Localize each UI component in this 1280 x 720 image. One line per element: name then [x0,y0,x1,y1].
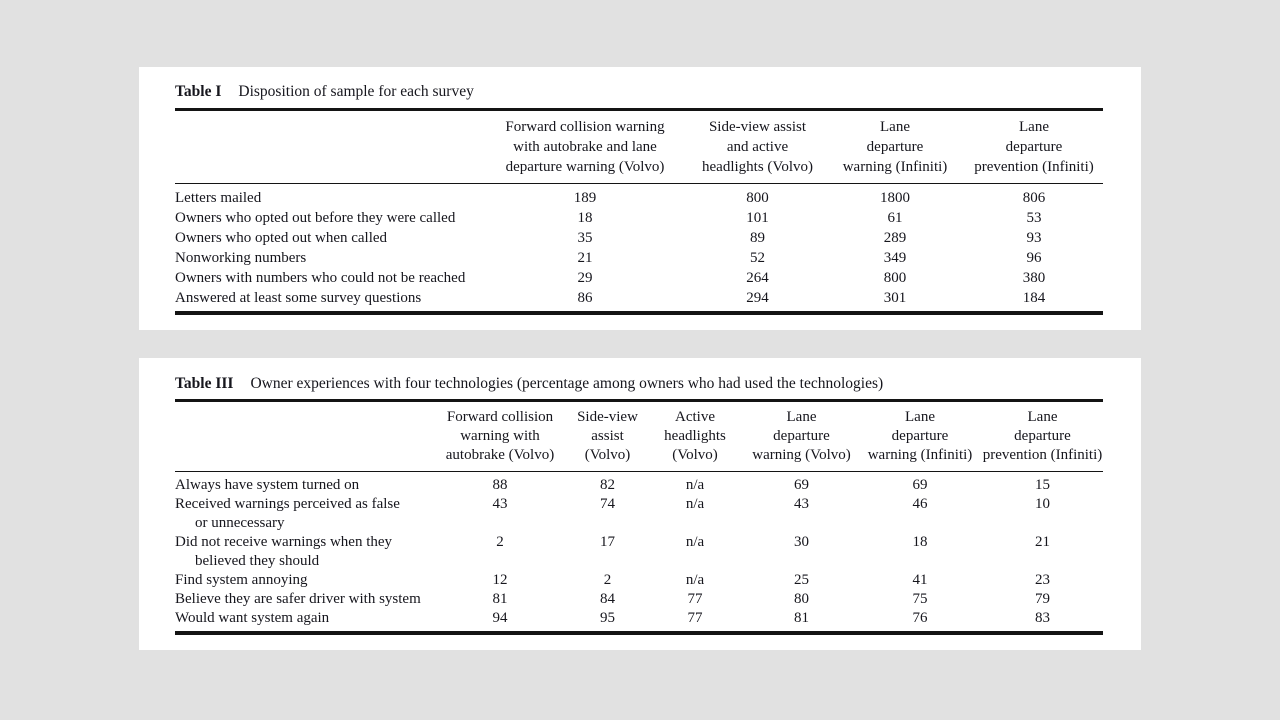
table1-row-label [175,208,480,228]
table3-cell-value: 69 [912,477,928,493]
table3-cell-value: 82 [600,477,615,493]
table1-cell-value: 800 [746,190,769,206]
table3-column-header-line: warning (Infiniti) [867,447,973,463]
table3-cell-value: n/a [685,572,705,588]
table3-cell-value: 15 [1035,477,1050,493]
table3-header-row [175,401,1103,472]
table1-cell-value: 806 [1022,190,1046,206]
table3-column-header-line: Lane [1027,409,1058,425]
table1-column-header-line: with autobrake and lane [513,139,657,155]
table3-row-label [175,495,430,533]
table-i-panel [139,67,1141,330]
table3-column-header-line: assist [591,428,624,444]
table3-cell-value: 46 [912,496,928,512]
table1-header-stub [175,110,480,184]
table3-column-header-line: Side-view [577,409,638,425]
table1-row-label-line: Owners who opted out before they were called [175,210,456,226]
table3-column-header [982,401,1103,472]
table3-column-header-line: autobrake (Volvo) [445,447,555,463]
table1-cell-value: 93 [1026,230,1042,246]
table3-cell-value: 74 [600,496,615,512]
table1-cell-value: 101 [746,210,769,226]
table3-row-label [175,609,430,633]
table3-column-header [858,401,982,472]
table3-row-label-line: Believe they are safer driver with system [175,591,421,607]
table1-cell-value: 189 [573,190,597,206]
table3-cell-value: 83 [1035,610,1050,626]
table3-row-label-line: Would want system again [175,610,330,626]
table1-cell-value: 1800 [880,190,910,206]
table3-cell-value: 81 [492,591,508,607]
table3-row-label [175,590,430,609]
table1-row-label-line: Nonworking numbers [175,250,307,266]
table-row [175,472,1103,496]
table3-cell-value: 23 [1035,572,1050,588]
table3-cell-value: n/a [685,534,705,550]
table3-column-header-line: (Volvo) [672,447,718,463]
table1-cell-value: 349 [883,250,907,266]
table1-cell-value: 294 [746,290,769,306]
table3-cell-value: 76 [912,610,928,626]
table3-cell-value: 80 [794,591,809,607]
table1-column-header-line: warning (Infiniti) [842,159,948,175]
table3-row-label-line: Did not receive warnings when they [175,534,393,550]
table1-column-header-line: Lane [1019,119,1049,135]
table1-row-label [175,268,480,288]
table3-cell-value: 77 [687,610,703,626]
table3-cell-value: n/a [685,477,705,493]
table3-column-header-line: departure [1014,428,1071,444]
table1-column-header-line: prevention (Infiniti) [974,159,1094,175]
table3-cell-value: 88 [492,477,508,493]
table-i-number: Table I [175,83,222,100]
table3-cell-value: 2 [496,534,504,550]
table1-cell-value: 53 [1026,210,1042,226]
table3-row-label-line: or unnecessary [195,515,285,531]
table3-column-header-line: Lane [905,409,935,425]
table3-cell-value: 12 [492,572,508,588]
table-row [175,184,1103,209]
table1-row-label-line: Answered at least some survey questions [175,290,422,306]
table3-row-label [175,571,430,590]
table-i [175,108,1103,315]
table3-row-label-line: Received warnings perceived as false [175,496,400,512]
table3-column-header [570,401,645,472]
table1-row-label [175,228,480,248]
table1-cell-value: 264 [746,270,769,286]
table-row [175,248,1103,268]
table1-row-label [175,288,480,313]
table1-cell-value: 800 [883,270,907,286]
table1-row-label-line: Owners with numbers who could not be reached [175,270,466,286]
table1-cell-value: 184 [1022,290,1046,306]
table3-header-stub [175,401,430,472]
table3-cell-value: 18 [912,534,928,550]
table-row [175,590,1103,609]
table-row [175,268,1103,288]
table3-row-label-line: Find system annoying [175,572,308,588]
table-iii-panel [139,358,1141,650]
table1-row-label [175,248,480,268]
table3-cell-value: 77 [687,591,703,607]
table1-column-header-line: departure [866,139,924,155]
table1-cell-value: 289 [883,230,907,246]
table1-column-header-line: departure [1005,139,1063,155]
table3-cell-value: n/a [685,496,705,512]
table-row [175,533,1103,571]
table3-column-header-line: departure [773,428,830,444]
table3-cell-value: 2 [603,572,612,588]
table3-column-header-line: Active [675,409,715,425]
table3-column-header-line: warning with [460,428,540,444]
table-row [175,228,1103,248]
table1-cell-value: 301 [883,290,907,306]
table-i-title: Disposition of sample for each survey [238,83,474,100]
table1-row-label [175,184,480,209]
table1-column-header-line: Forward collision warning [505,119,665,135]
table1-cell-value: 61 [887,210,903,226]
table3-cell-value: 17 [600,534,615,550]
table3-cell-value: 84 [600,591,615,607]
table1-cell-value: 29 [577,270,593,286]
table3-row-label [175,472,430,496]
table3-row-label [175,533,430,571]
table1-row-label-line: Letters mailed [175,190,262,206]
table3-cell-value: 95 [600,610,615,626]
table3-cell-value: 69 [794,477,809,493]
table3-cell-value: 79 [1035,591,1050,607]
table1-header-row [175,110,1103,184]
table3-cell-value: 43 [794,496,809,512]
table3-column-header-line: (Volvo) [584,447,631,463]
table1-column-header [690,110,825,184]
table1-column-header-line: Lane [880,119,910,135]
table1-column-header [480,110,690,184]
table-iii-caption [175,358,1141,394]
table3-column-header [745,401,858,472]
table3-column-header-line: warning (Volvo) [752,447,851,463]
table1-cell-value: 89 [750,230,765,246]
table1-column-header-line: and active [726,139,789,155]
table1-cell-value: 52 [750,250,765,266]
table1-column-header [965,110,1103,184]
table3-column-header-line: headlights [664,428,726,444]
table-row [175,288,1103,313]
table1-column-header-line: Side-view assist [708,119,807,135]
table3-cell-value: 30 [794,534,809,550]
table-row [175,208,1103,228]
table3-cell-value: 43 [492,496,508,512]
table1-column-header [825,110,965,184]
table3-column-header [645,401,745,472]
table3-column-header-line: Forward collision [446,409,554,425]
table1-cell-value: 35 [577,230,593,246]
table3-cell-value: 94 [492,610,508,626]
table1-cell-value: 96 [1026,250,1042,266]
table-row [175,571,1103,590]
table3-cell-value: 75 [912,591,928,607]
table3-cell-value: 81 [794,610,809,626]
table-row [175,495,1103,533]
table3-cell-value: 10 [1035,496,1050,512]
table3-column-header-line: departure [891,428,949,444]
table3-cell-value: 21 [1035,534,1050,550]
table1-cell-value: 21 [577,250,593,266]
table3-row-label-line: Always have system turned on [175,477,360,493]
table1-cell-value: 380 [1022,270,1046,286]
table3-cell-value: 41 [912,572,928,588]
table3-column-header-line: prevention (Infiniti) [982,447,1103,463]
table-iii-title: Owner experiences with four technologies (percentage among owners who had used the technologies) [250,375,884,392]
table-i-caption [175,67,1141,102]
table3-cell-value: 25 [794,572,809,588]
table1-row-label-line: Owners who opted out when called [175,230,388,246]
table1-column-header-line: headlights (Volvo) [702,159,813,175]
table-row [175,609,1103,633]
table1-cell-value: 18 [577,210,593,226]
table3-column-header [430,401,570,472]
table3-column-header-line: Lane [786,409,817,425]
table-iii [175,399,1103,635]
table3-row-label-line: believed they should [195,553,320,569]
table-iii-number: Table III [175,375,234,392]
table1-column-header-line: departure warning (Volvo) [505,159,665,175]
table1-cell-value: 86 [577,290,593,306]
